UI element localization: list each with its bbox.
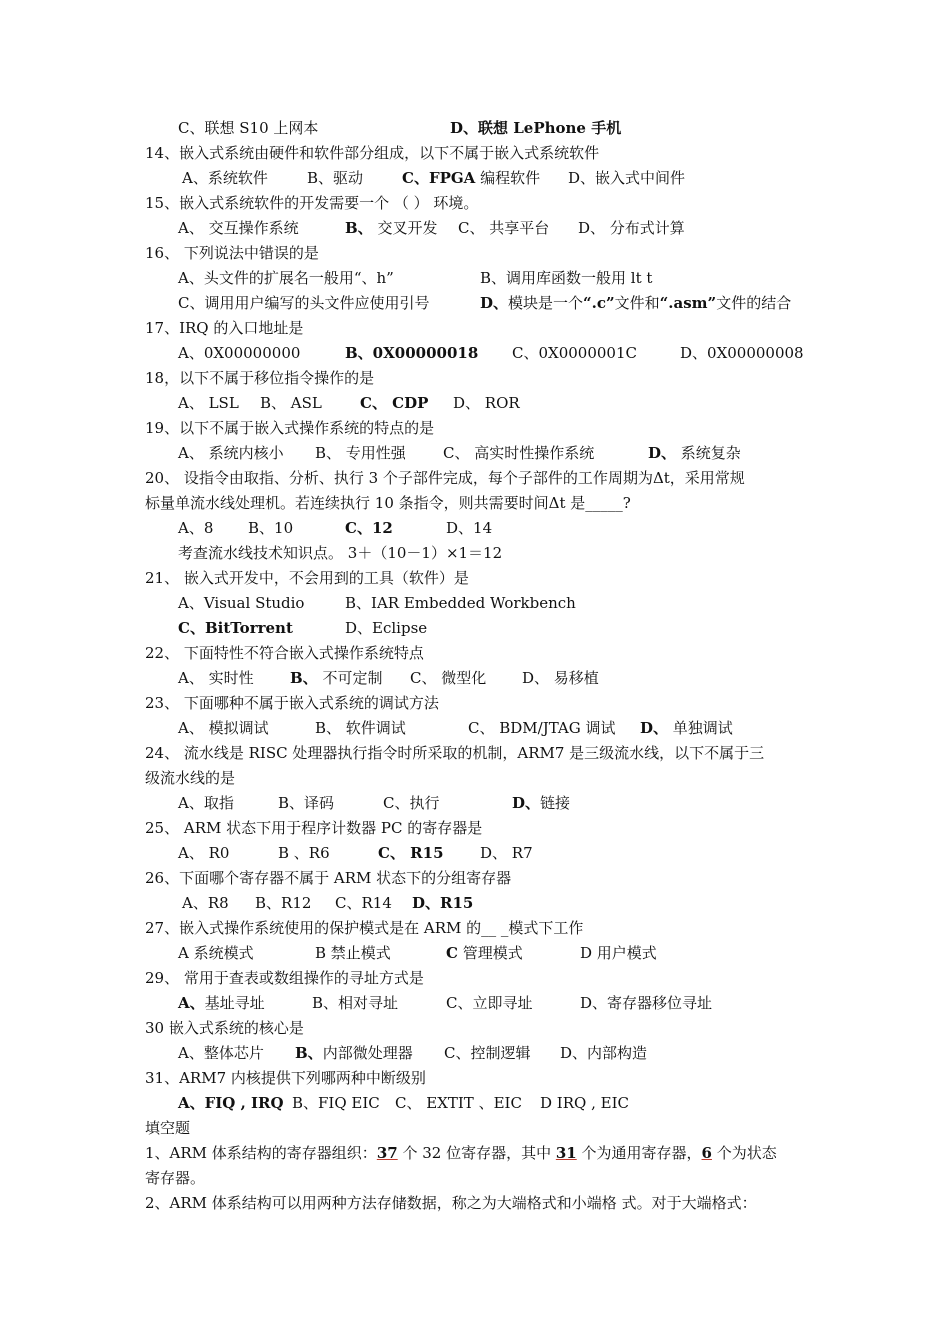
q24-option-d [512,791,570,816]
q23-option-d [640,716,733,741]
q24-option-d-text: 链接 [540,794,571,812]
q27-option-c-text: 管理模式 [457,944,523,962]
q26-option-d: D、R15 [412,894,474,912]
q16-option-c: C、调用用户编写的头文件应使用引号 [178,294,430,312]
q16-option-b: B、调用库函数一般用 lt t [480,269,653,287]
fill-1-line-2: 寄存器。 [145,1169,206,1187]
fill-1-text-4: 个为状态 [711,1144,777,1162]
q19-answer: D、 [648,444,677,462]
q16-d-text-2: 文件和 [614,294,660,312]
q30-option-a: A、整体芯片 [178,1044,264,1062]
q26-option-b: B、R12 [255,894,312,912]
q22-option-b [290,666,382,691]
q15-option-b [345,216,437,241]
q30-answer: B、 [295,1044,323,1062]
q15-answer: B、 [345,219,373,237]
option-line [450,116,621,141]
q31-option-c: C、 EXTIT 、EIC [395,1094,522,1112]
q27-answer: C [446,944,458,962]
q17-option-b: B、0X00000018 [345,344,479,362]
q18-option-d: D、 ROR [453,394,520,412]
q14-answer: C、FPGA [402,169,476,187]
fill-1-text-2: 个 32 位寄存器，其中 [397,1144,556,1162]
q19-option-d [648,441,741,466]
q22-option-b-text: 不可定制 [317,669,383,687]
q14-option-b: B、驱动 [307,169,364,187]
q17-option-d: D、0X00000008 [680,344,804,362]
question-24-line-2: 级流水线的是 [145,769,236,787]
question-20-line-2: 标量单流水线处理机。若连续执行 10 条指令，则共需要时间Δt 是_____? [145,494,631,512]
question-21: 21、 嵌入式开发中，不会用到的工具（软件）是 [145,569,469,587]
q16-d-ext-asm: “.asm” [659,294,717,312]
q17-option-c: C、0X0000001C [512,344,637,362]
q29-option-a [178,991,265,1016]
question-22: 22、 下面特性不符合嵌入式操作系统特点 [145,644,424,662]
q31-option-b: B、FIQ EIC [292,1094,380,1112]
q16-option-d [480,291,791,316]
question-15: 15、嵌入式系统软件的开发需要一个 （ ） 环境。 [145,194,479,212]
fill-1-answer-2: 31 [555,1144,577,1162]
q25-option-b: B 、R6 [278,844,330,862]
q29-option-a-text: 基址寻址 [204,994,265,1012]
fill-1-answer-3: 6 [701,1144,712,1162]
q20-option-b: B、10 [248,519,294,537]
q19-option-d-text: 系统复杂 [676,444,741,462]
option-d: 联想 LePhone 手机 [478,119,622,137]
q23-option-b: B、 软件调试 [315,719,406,737]
fill-2-line-1: 2、ARM 体系结构可以用两种方法存储数据，称之为大端格式和小端格 式。对于大端格式： [145,1194,757,1212]
q14-option-a: A、系统软件 [182,169,268,187]
fill-1-text-3: 个为通用寄存器， [576,1144,702,1162]
q27-option-d: D 用户模式 [580,944,657,962]
q24-option-c: C、执行 [383,794,440,812]
q16-option-a: A、头文件的扩展名一般用“、h” [178,269,394,287]
q26-option-a: A、R8 [182,894,229,912]
q20-option-d: D、14 [446,519,493,537]
q23-option-a: A、 模拟调试 [178,719,269,737]
q26-option-c: C、R14 [335,894,392,912]
q14-option-c [402,166,540,191]
q14-option-d: D、嵌入式中间件 [568,169,686,187]
q27-option-c [446,941,523,966]
q15-option-b-text: 交叉开发 [372,219,438,237]
question-20-line-1: 20、 设指令由取指、分析、执行 3 个子部件完成，每个子部件的工作周期为Δt，采用常规 [145,469,745,487]
q16-answer: D、 [480,294,509,312]
question-18: 18，以下不属于移位指令操作的是 [145,369,375,387]
question-30: 30 嵌入式系统的核心是 [145,1019,304,1037]
q19-option-c: C、 高实时性操作系统 [443,444,595,462]
q20-option-c: C、12 [345,519,393,537]
question-27: 27、嵌入式操作系统使用的保护模式是在 ARM 的__ _模式下工作 [145,919,584,937]
q23-option-c: C、 BDM/JTAG 调试 [468,719,616,737]
q22-option-c: C、 微型化 [410,669,487,687]
q15-option-a: A、 交互操作系统 [178,219,299,237]
q23-option-d-text: 单独调试 [668,719,733,737]
question-17: 17、IRQ 的入口地址是 [145,319,304,337]
question-14: 14、嵌入式系统由硬件和软件部分组成，以下不属于嵌入式系统软件 [145,144,600,162]
q16-d-ext-c: “.c” [583,294,615,312]
question-19: 19、以下不属于嵌入式操作系统的特点的是 [145,419,435,437]
q29-option-c: C、立即寻址 [446,994,533,1012]
q14-option-c-text: 编程软件 [475,169,541,187]
q20-explanation: 考查流水线技术知识点。 3＋（10－1）×1＝12 [178,544,503,562]
q31-option-d: D IRQ , EIC [540,1094,629,1112]
q19-option-a: A、 系统内核小 [178,444,284,462]
q21-option-b: B、IAR Embedded Workbench [345,594,576,612]
q24-answer: D、 [512,794,541,812]
q29-option-b: B、相对寻址 [312,994,399,1012]
q29-answer: A、 [178,994,205,1012]
section-title-fill: 填空题 [145,1119,191,1137]
q18-option-b: B、 ASL [260,394,322,412]
q22-option-a: A、 实时性 [178,669,254,687]
q27-option-a: A 系统模式 [178,944,254,962]
q17-option-a: A、0X00000000 [178,344,301,362]
q23-answer: D、 [640,719,669,737]
q16-d-text-3: 文件的结合 [716,294,792,312]
q30-option-d: D、内部构造 [560,1044,648,1062]
question-16: 16、 下列说法中错误的是 [145,244,319,262]
q18-option-a: A、 LSL [178,394,239,412]
q25-option-c-text: R15 [404,844,444,862]
question-23: 23、 下面哪种不属于嵌入式系统的调试方法 [145,694,439,712]
q31-option-a: A、FIQ , IRQ [178,1094,284,1112]
q22-option-d: D、 易移植 [522,669,599,687]
fill-1-line-1 [145,1141,777,1166]
fill-1-text-1: 1、ARM 体系结构的寄存器组织： [145,1144,377,1162]
question-24-line-1: 24、 流水线是 RISC 处理器执行指令时所采取的机制，ARM7 是三级流水线，以下不属于三 [145,744,765,762]
option-line [178,116,318,141]
q30-option-b-text: 内部微处理器 [322,1044,413,1062]
q24-option-a: A、取指 [178,794,234,812]
q21-option-d: D、Eclipse [345,619,428,637]
fill-1-answer-1: 37 [376,1144,398,1162]
q21-option-a: A、Visual Studio [178,594,305,612]
q18-option-c: C、 CDP [360,394,429,412]
q22-answer: B、 [290,669,318,687]
question-25: 25、 ARM 状态下用于程序计数器 PC 的寄存器是 [145,819,483,837]
q15-option-d: D、 分布式计算 [578,219,685,237]
q30-option-c: C、控制逻辑 [444,1044,531,1062]
q21-option-c: C、BitTorrent [178,619,293,637]
q19-option-b: B、 专用性强 [315,444,406,462]
q30-option-b [295,1041,413,1066]
option-d-key: D、 [450,119,479,137]
q25-option-a: A、 R0 [178,844,230,862]
option-c: C、联想 S10 上网本 [178,119,319,137]
q29-option-d: D、寄存器移位寻址 [580,994,713,1012]
q25-option-d: D、 R7 [480,844,533,862]
q20-option-a: A、8 [178,519,214,537]
q15-option-c: C、 共享平台 [458,219,550,237]
question-31: 31、ARM7 内核提供下列哪两种中断级别 [145,1069,426,1087]
q25-answer: C、 [378,844,405,862]
question-29: 29、 常用于查表或数组操作的寻址方式是 [145,969,424,987]
q16-d-text-1: 模块是一个 [508,294,584,312]
q24-option-b: B、译码 [278,794,335,812]
q25-option-c [378,841,444,866]
question-26: 26、下面哪个寄存器不属于 ARM 状态下的分组寄存器 [145,869,512,887]
q27-option-b: B 禁止模式 [315,944,391,962]
